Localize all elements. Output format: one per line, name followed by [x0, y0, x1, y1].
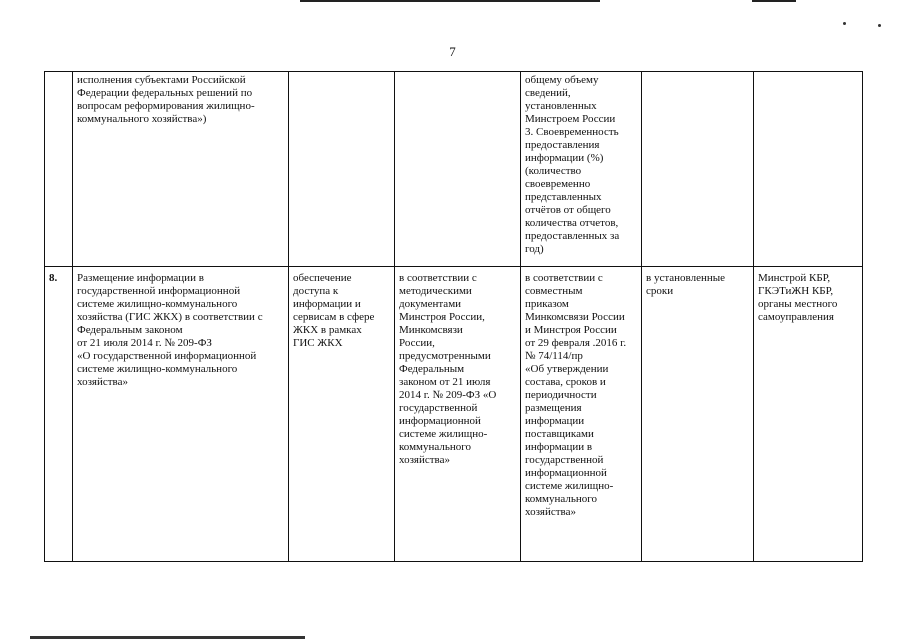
deadline	[642, 72, 754, 267]
basis: в соответствии с методическими документами Минстроя России, Минкомсвязи России, предусмотренными Федеральным законом от 21 июля 2014 г. № 209-ФЗ «О государственной информационной системе жилищно- коммунального хозяйства»	[395, 267, 521, 562]
activity-name: исполнения субъектами Российской Федерации федеральных решений по вопросам реформирования жилищно- коммунального хозяйства»)	[73, 72, 289, 267]
scan-edge-top-right	[752, 0, 796, 2]
table-row	[45, 267, 863, 562]
scan-speck	[843, 22, 846, 25]
expected-result	[289, 72, 395, 267]
deadline: в установленные сроки	[642, 267, 754, 562]
page-number: 7	[449, 44, 456, 59]
basis	[395, 72, 521, 267]
indicators: общему объему сведений, установленных Минстроем России 3. Своевременность предоставления информации (%) (количество своевременно представленных отчётов от общего количества отчетов, предоставленных за год)	[521, 72, 642, 267]
indicators: в соответствии с совместным приказом Минкомсвязи России и Минстроя России от 29 февраля .2016 г. № 74/114/пр «Об утверждении состава, сроков и периодичности размещения информации поставщиками информации в государственной информационной системе жилищно- коммунального хозяйства»	[521, 267, 642, 562]
responsible: Минстрой КБР, ГКЭТиЖН КБР, органы местного самоуправления	[754, 267, 863, 562]
scan-edge-top	[300, 0, 600, 2]
activity-name: Размещение информации в государственной информационной системе жилищно-коммунального хозяйства (ГИС ЖКХ) в соответствии с Федеральным законом от 21 июля 2014 г. № 209-ФЗ «О государственной информационной системе жилищно-коммунального хозяйства»	[73, 267, 289, 562]
scan-edge-bottom	[30, 636, 305, 639]
table-row	[45, 72, 863, 267]
row-number: 8.	[45, 267, 73, 562]
responsible	[754, 72, 863, 267]
expected-result: обеспечение доступа к информации и сервисам в сфере ЖКХ в рамках ГИС ЖКХ	[289, 267, 395, 562]
scan-speck	[878, 24, 881, 27]
plan-table	[44, 71, 863, 562]
row-number	[45, 72, 73, 267]
